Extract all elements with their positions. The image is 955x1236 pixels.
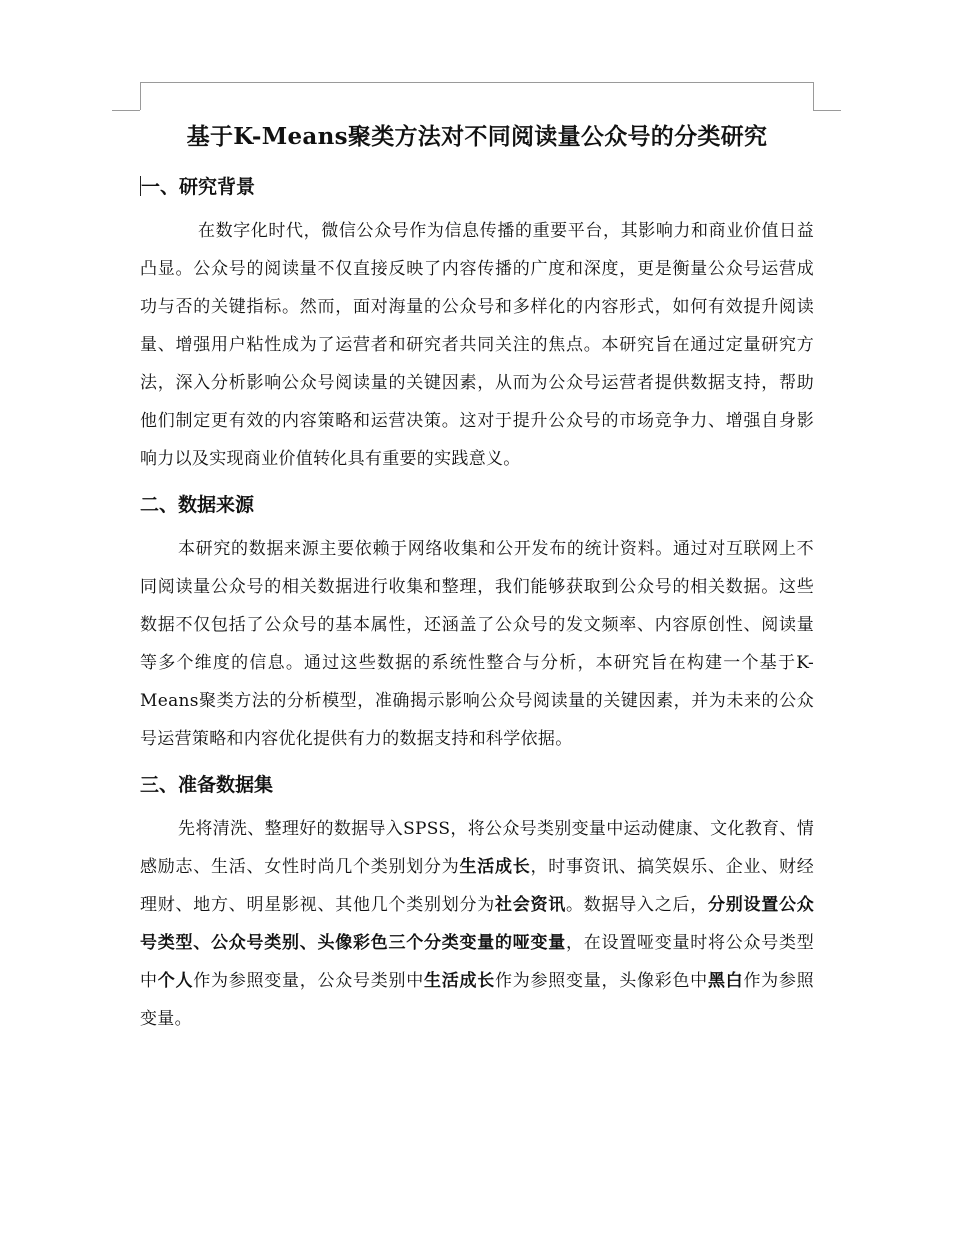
text-run: 作为参照变量，头像彩色中	[494, 971, 708, 991]
text-run: 。数据导入之后，	[565, 895, 708, 915]
section-heading-prepare-dataset: 三、准备数据集	[140, 774, 274, 796]
section-paragraph-data-source: 本研究的数据来源主要依赖于网络收集和公开发布的统计资料。通过对互联网上不同阅读量公众号的相关数据进行收集和整理，我们能够获取到公众号的相关数据。这些数据不仅包括了公众号的基本属性，还涵盖了公众号的发文频率、内容原创性、阅读量等多个维度的信息。通过这些数据的系统性整合与分析，本研究旨在构建一个基于K-Means聚类方法的分析模型，准确揭示影响公众号阅读量的关键因素，并为未来的公众号运营策略和内容优化提供有力的数据支持和科学依据。	[140, 539, 814, 749]
document-body[interactable]	[140, 118, 814, 1038]
section-paragraph-background: 在数字化时代，微信公众号作为信息传播的重要平台，其影响力和商业价值日益凸显。公众号的阅读量不仅直接反映了内容传播的广度和深度，更是衡量公众号运营成功与否的关键指标。然而，面对海量的公众号和多样化的内容形式，如何有效提升阅读量、增强用户粘性成为了运营者和研究者共同关注的焦点。本研究旨在通过定量研究方法，深入分析影响公众号阅读量的关键因素，从而为公众号运营者提供数据支持，帮助他们制定更有效的内容策略和运营决策。这对于提升公众号的市场竞争力、增强自身影响力以及实现商业价值转化具有重要的实践意义。	[140, 221, 814, 469]
section-paragraph-prepare-dataset	[140, 810, 814, 1038]
text-run: 作为参照变量。	[140, 971, 814, 1029]
page-header-margin-mark	[140, 82, 814, 110]
bold-term: 个人	[157, 971, 194, 991]
bold-term: 生活成长	[459, 857, 531, 877]
document-title: 基于K-Means聚类方法对不同阅读量公众号的分类研究	[186, 123, 768, 150]
text-run: 先将清洗、整理好的数据导入SPSS，将公众号类别变量中运动健康、文化教育、情感励志、生活、女性时尚几个类别划分为	[140, 819, 814, 877]
right-margin-tick	[813, 110, 841, 111]
section-heading-text: 一、研究背景	[141, 176, 256, 198]
bold-term: 分别设置公众号类型、公众号类别、头像彩色三个分类变量的哑变量	[140, 895, 814, 953]
text-run: ，时事资讯、搞笑娱乐、企业、财经理财、地方、明星影视、其他几个类别划分为	[140, 857, 814, 915]
section-heading-background	[140, 172, 814, 202]
left-margin-tick	[112, 110, 140, 111]
text-run: ，在设置哑变量时将公众号类型中	[140, 933, 814, 991]
text-run: 作为参照变量，公众号类别中	[193, 971, 424, 991]
bold-term: 社会资讯	[494, 895, 566, 915]
bold-term: 黑白	[707, 971, 744, 991]
section-heading-data-source: 二、数据来源	[140, 494, 255, 516]
bold-term: 生活成长	[423, 971, 495, 991]
